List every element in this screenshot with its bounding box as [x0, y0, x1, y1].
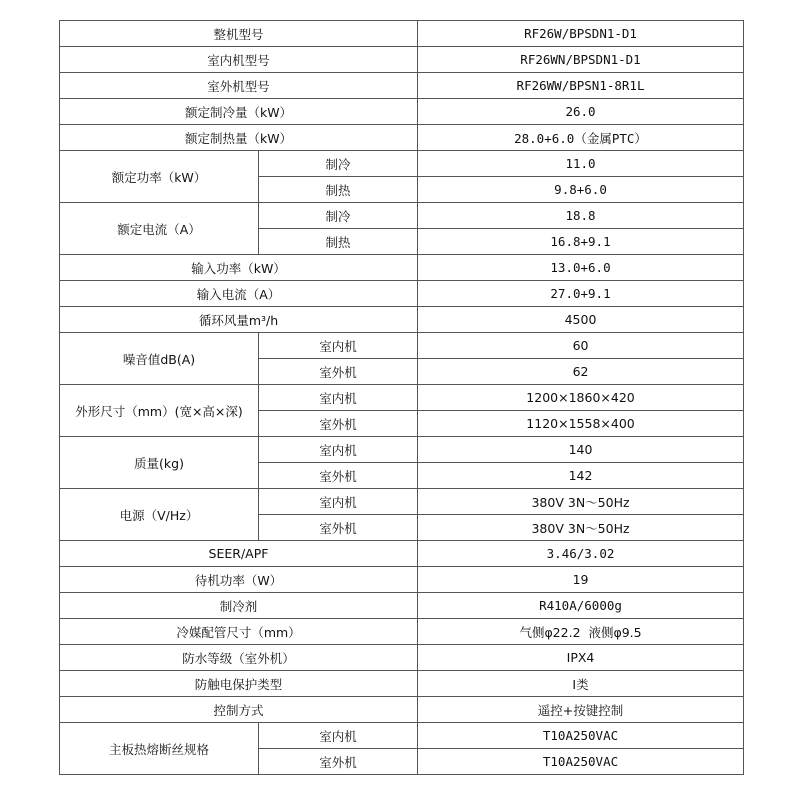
row-sub-label: 室内机 [259, 723, 418, 749]
row-value: 26.0 [418, 99, 744, 125]
row-label: 额定功率（kW） [60, 151, 259, 203]
row-value: RF26WW/BPSN1-8R1L [418, 73, 744, 99]
row-value: 遥控+按键控制 [418, 697, 744, 723]
table-row [60, 567, 744, 593]
row-sub-label: 制冷 [259, 203, 418, 229]
row-value: Ⅰ类 [418, 671, 744, 697]
table-row [60, 333, 744, 359]
row-value: 140 [418, 437, 744, 463]
table-row [60, 593, 744, 619]
table-row [60, 151, 744, 177]
row-label: 控制方式 [60, 697, 418, 723]
row-value: R410A/6000g [418, 593, 744, 619]
row-value: 11.0 [418, 151, 744, 177]
row-sub-label: 室内机 [259, 437, 418, 463]
row-label: 防触电保护类型 [60, 671, 418, 697]
table-row [60, 99, 744, 125]
row-value: T10A250VAC [418, 723, 744, 749]
row-value: 9.8+6.0 [418, 177, 744, 203]
row-value: 16.8+9.1 [418, 229, 744, 255]
row-label: 循环风量m³/h [60, 307, 418, 333]
table-row [60, 385, 744, 411]
table-row [60, 671, 744, 697]
table-row [60, 541, 744, 567]
row-value: 27.0+9.1 [418, 281, 744, 307]
table-row [60, 203, 744, 229]
table-row [60, 489, 744, 515]
row-label: 冷媒配管尺寸（mm） [60, 619, 418, 645]
row-sub-label: 制热 [259, 229, 418, 255]
row-label: 制冷剂 [60, 593, 418, 619]
row-value: RF26W/BPSDN1-D1 [418, 21, 744, 47]
table-row [60, 437, 744, 463]
row-label: 输入电流（A） [60, 281, 418, 307]
table-row [60, 619, 744, 645]
row-value: T10A250VAC [418, 749, 744, 775]
table-row [60, 697, 744, 723]
row-value: 3.46/3.02 [418, 541, 744, 567]
row-label: 主板热熔断丝规格 [60, 723, 259, 775]
row-label: 待机功率（W） [60, 567, 418, 593]
row-label: 整机型号 [60, 21, 418, 47]
table-row [60, 73, 744, 99]
spec-table-body [60, 21, 744, 775]
row-value: 18.8 [418, 203, 744, 229]
table-row [60, 307, 744, 333]
row-value: RF26WN/BPSDN1-D1 [418, 47, 744, 73]
table-row [60, 47, 744, 73]
table-row [60, 723, 744, 749]
row-value: 气侧φ22.2 液侧φ9.5 [418, 619, 744, 645]
row-value: 4500 [418, 307, 744, 333]
row-value: IPX4 [418, 645, 744, 671]
row-value: 13.0+6.0 [418, 255, 744, 281]
row-sub-label: 室外机 [259, 359, 418, 385]
row-sub-label: 室内机 [259, 489, 418, 515]
row-value: 380V 3N～50Hz [418, 515, 744, 541]
row-label: 质量(kg) [60, 437, 259, 489]
row-label: 噪音值dB(A) [60, 333, 259, 385]
row-value: 380V 3N～50Hz [418, 489, 744, 515]
table-row [60, 21, 744, 47]
row-label: 外形尺寸（mm）(宽×高×深) [60, 385, 259, 437]
row-value: 1120×1558×400 [418, 411, 744, 437]
spec-table [59, 20, 744, 775]
row-value: 1200×1860×420 [418, 385, 744, 411]
row-value: 62 [418, 359, 744, 385]
row-label: 额定制冷量（kW） [60, 99, 418, 125]
row-value: 19 [418, 567, 744, 593]
row-sub-label: 室外机 [259, 463, 418, 489]
row-value: 28.0+6.0（金属PTC） [418, 125, 744, 151]
row-label: SEER/APF [60, 541, 418, 567]
row-label: 输入功率（kW） [60, 255, 418, 281]
row-sub-label: 室内机 [259, 333, 418, 359]
row-label: 额定电流（A） [60, 203, 259, 255]
row-sub-label: 制冷 [259, 151, 418, 177]
row-label: 防水等级（室外机） [60, 645, 418, 671]
row-value: 60 [418, 333, 744, 359]
table-row [60, 255, 744, 281]
row-sub-label: 制热 [259, 177, 418, 203]
row-sub-label: 室外机 [259, 749, 418, 775]
row-sub-label: 室外机 [259, 515, 418, 541]
table-row [60, 281, 744, 307]
table-row [60, 645, 744, 671]
table-row [60, 125, 744, 151]
row-sub-label: 室内机 [259, 385, 418, 411]
row-value: 142 [418, 463, 744, 489]
row-label: 电源（V/Hz） [60, 489, 259, 541]
row-sub-label: 室外机 [259, 411, 418, 437]
row-label: 额定制热量（kW） [60, 125, 418, 151]
row-label: 室外机型号 [60, 73, 418, 99]
row-label: 室内机型号 [60, 47, 418, 73]
